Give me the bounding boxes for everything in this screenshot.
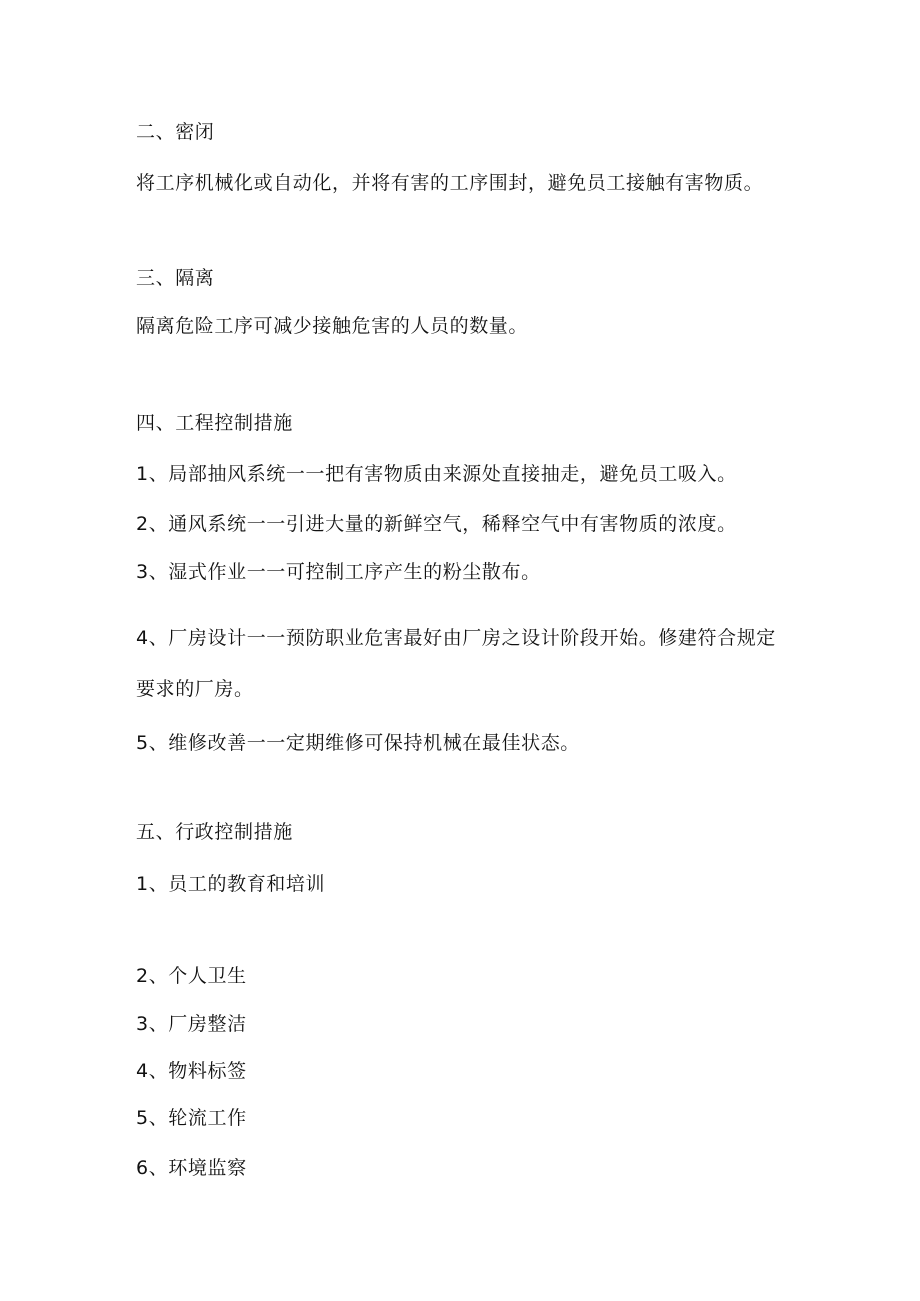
list-item: 1、局部抽风系统一一把有害物质由来源处直接抽走，避免员工吸入。 (136, 463, 737, 485)
list-item: 6、环境监察 (136, 1157, 247, 1179)
section-body-isolation: 隔离危险工序可减少接触危害的人员的数量。 (136, 315, 529, 337)
section-heading-administrative: 五、行政控制措施 (136, 821, 293, 843)
list-item: 3、湿式作业一一可控制工序产生的粉尘散布。 (136, 561, 541, 583)
list-item-continuation: 要求的厂房。 (136, 678, 254, 700)
list-item: 2、个人卫生 (136, 965, 247, 987)
list-item: 4、厂房设计一一预防职业危害最好由厂房之设计阶段开始。修建符合规定 (136, 627, 776, 649)
section-heading-enclosure: 二、密闭 (136, 121, 215, 143)
list-item: 1、员工的教育和培训 (136, 873, 326, 895)
list-item: 2、通风系统一一引进大量的新鲜空气，稀释空气中有害物质的浓度。 (136, 513, 737, 535)
list-item: 5、轮流工作 (136, 1107, 247, 1129)
list-item: 4、物料标签 (136, 1060, 247, 1082)
section-body-enclosure: 将工序机械化或自动化，并将有害的工序围封，避免员工接触有害物质。 (136, 172, 764, 194)
section-heading-isolation: 三、隔离 (136, 267, 215, 289)
list-item: 5、维修改善一一定期维修可保持机械在最佳状态。 (136, 732, 580, 754)
list-item: 3、厂房整洁 (136, 1013, 247, 1035)
section-heading-engineering: 四、工程控制措施 (136, 412, 293, 434)
